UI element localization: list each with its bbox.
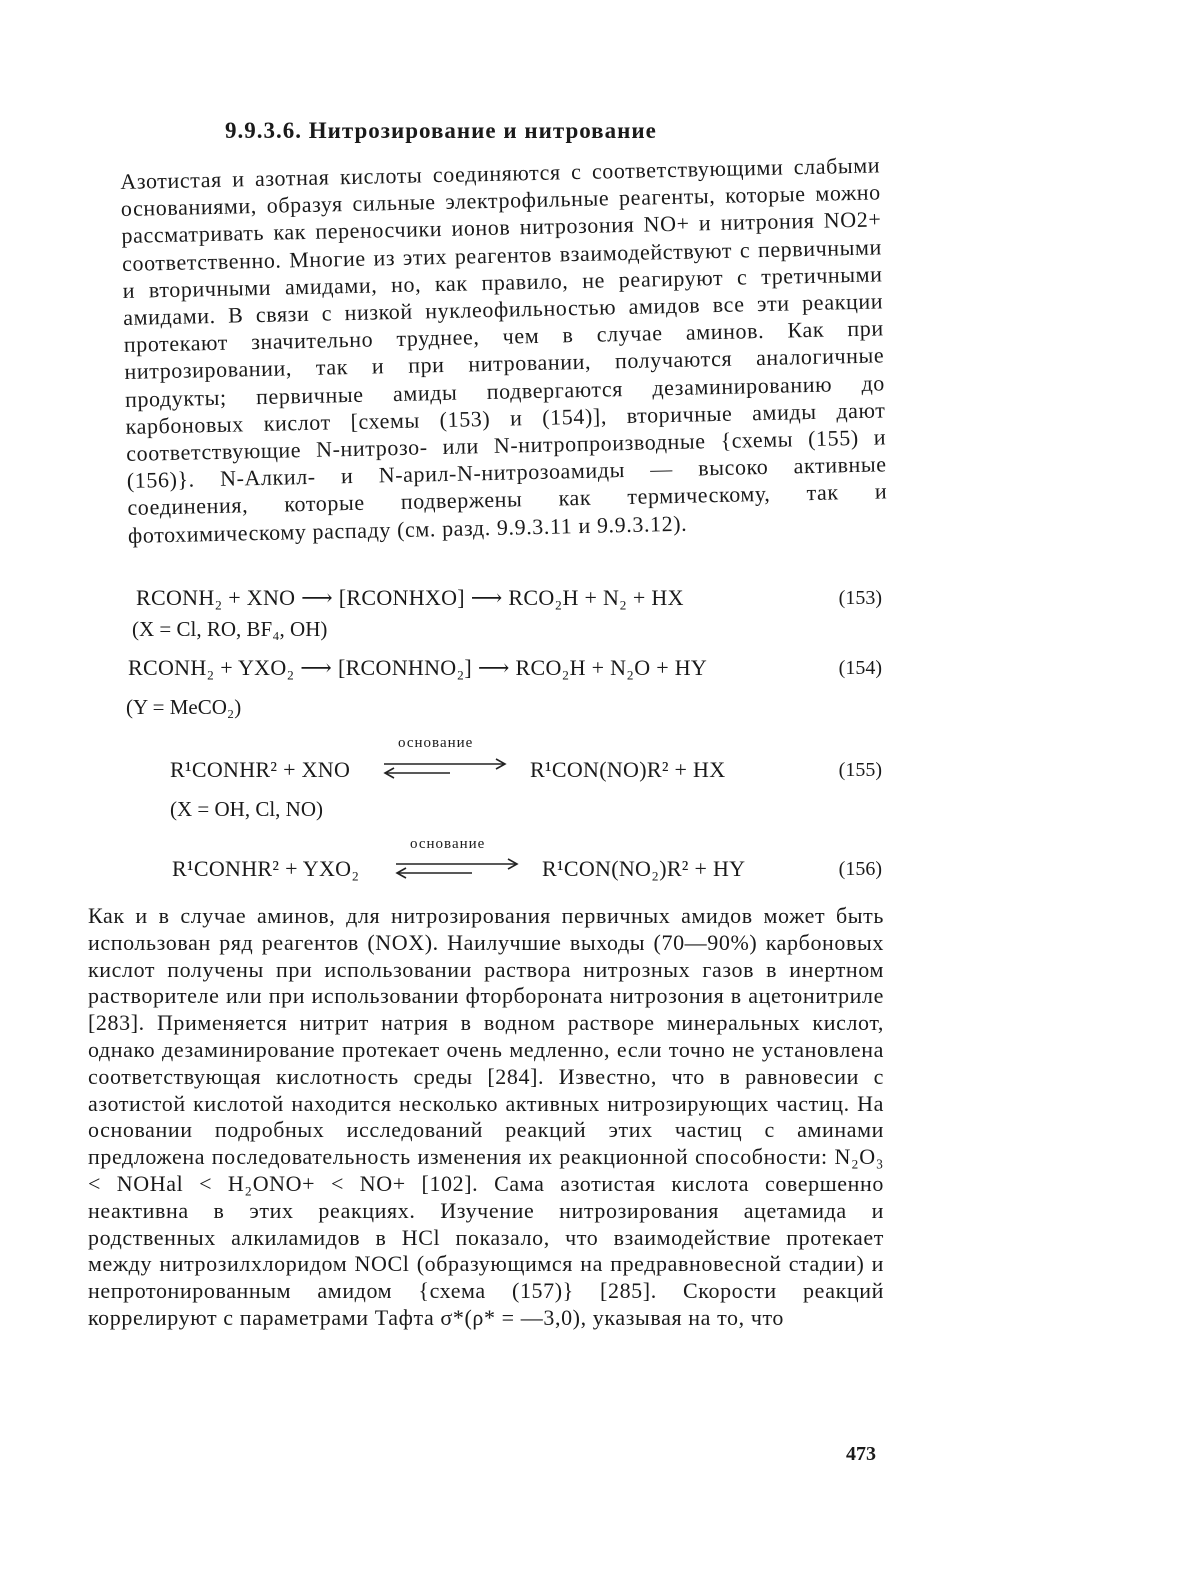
equation-condition-155: (X = OH, Cl, NO) [170,797,323,821]
equation-156-left: R¹CONHR² + YXO₂ [172,856,360,881]
arrow-label-155: основание [398,735,474,751]
equilibrium-arrow-156 [392,856,522,880]
equation-number-153: (153) [838,587,882,609]
equation-155-left: R¹CONHR² + XNO [170,757,351,782]
section-heading: 9.9.3.6. Нитрозирование и нитрование [225,118,657,143]
equation-154: RCONH₂ + YXO₂ ⟶ [RCONHNO₂] ⟶ RCO₂H + N₂O + HY [128,655,708,680]
arrow-label-156: основание [410,836,486,852]
equilibrium-arrow-155 [380,756,510,780]
equation-condition-153: (X = Cl, RO, BF₄, OH) [132,617,328,641]
paragraph-main: Как и в случае аминов, для нитрозирования первичных амидов может быть использован ряд реагентов (NOX). Наилучшие выходы (70—90%) карбоновых кислот получены при использовании раствора нитрозных газов в инертном растворителе или при использовании фторбороната нитрозония в ацетонитриле [283]. Применяется нитрит натрия в водном растворе минеральных кислот, однако дезаминирование протекает очень медленно, если точно не установлена соответствующая кислотность среды [284]. Известно, что в равновесии с азотистой кислотой находится несколько активных нитрозирующих частиц. На основании подробных исследований реакций этих частиц с аминами предложена последовательность изменения их реакционной способности: N₂O₃ < NOHal < H₂ONO+ < NO+ [102]. Сама азотистая кислота совершенно неактивна в этих реакциях. Изучение нитрозирования ацетамида и родственных алкиламидов в HCl показало, что взаимодействие протекает между нитрозилхлоридом NOCl (образующимся на предравновесной стадии) и непротонированным амидом {схема (157)} [285]. Скорости реакций коррелируют с параметрами Тафта σ*(ρ* = —3,0), указывая на то, что [88,903,884,1330]
paragraph-intro: Азотистая и азотная кислоты соединяются с соответствующими слабыми основаниями, образуя сильные электрофильные реагенты, которые можно рассматривать как переносчики ионов нитрозония NO+ и нитрония NO2+ соответственно. Многие из этих реагентов взаимодействуют с первичными и вторичными амидами, но, как правило, не реагируют с третичными амидами. В связи с низкой нуклеофильностью амидов все эти реакции протекают значительно труднее, чем в случае аминов. Как при нитрозировании, так и при нитровании, получаются аналогичные продукты; первичные амиды подвергаются дезаминированию до карбоновых кислот [схемы (153) и (154)], вторичные амиды дают соответствующие N-нитрозо- или N-нитропроизводные {схемы (155) и (156)}. N-Алкил- и N-арил-N-нитрозоамиды — высоко активные соединения, которые подвержены как термическому, так и фотохимическому распаду (см. разд. 9.9.3.11 и 9.9.3.12). [120,152,888,548]
equation-153: RCONH₂ + XNO ⟶ [RCONHXO] ⟶ RCO₂H + N₂ + HX [136,585,684,610]
equation-156-right: R¹CON(NO₂)R² + HY [542,856,746,881]
equation-155-right: R¹CON(NO)R² + HX [530,757,726,782]
equation-number-156: (156) [838,858,882,880]
equation-number-155: (155) [838,759,882,781]
equation-condition-154: (Y = MeCO₂) [126,695,242,719]
equation-number-154: (154) [838,657,882,679]
page-number: 473 [846,1443,876,1465]
